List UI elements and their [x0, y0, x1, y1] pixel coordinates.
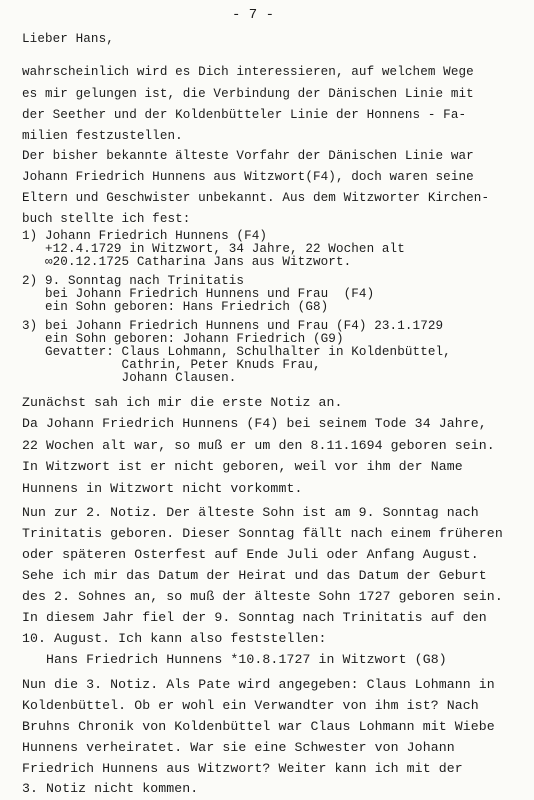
text-line: Bruhns Chronik von Koldenbüttel war Claus Lohmann mit Wiebe	[22, 719, 495, 734]
text-line: Zunächst sah ich mir die erste Notiz an.	[22, 395, 343, 410]
text-line: Sehe ich mir das Datum der Heirat und das Datum der Geburt	[22, 568, 487, 583]
text-line: Nun zur 2. Notiz. Der älteste Sohn ist am 9. Sonntag nach	[22, 505, 479, 520]
highlighted-birth-line: Hans Friedrich Hunnens *10.8.1727 in Witzwort (G8)	[22, 652, 447, 667]
list-item-3-detail: Gevatter: Claus Lohmann, Schulhalter in Koldenbüttel,	[22, 345, 451, 359]
list-item-2-detail: ein Sohn geboren: Hans Friedrich (G8)	[22, 300, 329, 314]
text-line: Hunnens verheiratet. War sie eine Schwester von Johann	[22, 740, 455, 755]
list-item-1: 1) Johann Friedrich Hunnens (F4)	[22, 229, 268, 243]
text-line: wahrscheinlich wird es Dich interessieren, auf welchem Wege	[22, 65, 474, 79]
text-line: Hunnens in Witzwort nicht vorkommt.	[22, 481, 303, 496]
text-line: Koldenbüttel. Ob er wohl ein Verwandter von ihm ist? Nach	[22, 698, 479, 713]
text-line: 10. August. Ich kann also feststellen:	[22, 631, 327, 646]
list-item-1-detail: +12.4.1729 in Witzwort, 34 Jahre, 22 Wochen alt	[22, 242, 405, 256]
text-line: Friedrich Hunnens aus Witzwort? Weiter kann ich mit der	[22, 761, 463, 776]
salutation: Lieber Hans,	[22, 32, 114, 46]
text-line: Da Johann Friedrich Hunnens (F4) bei seinem Tode 34 Jahre,	[22, 416, 487, 431]
text-line: buch stellte ich fest:	[22, 212, 191, 226]
list-item-2-detail: bei Johann Friedrich Hunnens und Frau (F4)	[22, 287, 375, 301]
list-item-3-detail: Cathrin, Peter Knuds Frau,	[22, 358, 321, 372]
text-line: Eltern und Geschwister unbekannt. Aus dem Witzworter Kirchen-	[22, 191, 490, 205]
list-item-2: 2) 9. Sonntag nach Trinitatis	[22, 274, 245, 288]
text-line: Johann Friedrich Hunnens aus Witzwort(F4), doch waren seine	[22, 170, 474, 184]
text-line: 22 Wochen alt war, so muß er um den 8.11.1694 geboren sein.	[22, 438, 495, 453]
text-line: der Seether und der Koldenbütteler Linie der Honnens - Fa-	[22, 108, 467, 122]
text-line: milien festzustellen.	[22, 129, 183, 143]
list-item-1-detail: ∞20.12.1725 Catharina Jans aus Witzwort.	[22, 255, 352, 269]
text-line: Trinitatis geboren. Dieser Sonntag fällt nach einem früheren	[22, 526, 503, 541]
list-item-3: 3) bei Johann Friedrich Hunnens und Frau (F4) 23.1.1729	[22, 319, 444, 333]
list-item-3-detail: ein Sohn geboren: Johann Friedrich (G9)	[22, 332, 344, 346]
text-line: oder späteren Osterfest auf Ende Juli oder Anfang August.	[22, 547, 479, 562]
text-line: In diesem Jahr fiel der 9. Sonntag nach Trinitatis auf den	[22, 610, 487, 625]
text-line: Nun die 3. Notiz. Als Pate wird angegeben: Claus Lohmann in	[22, 677, 495, 692]
text-line: In Witzwort ist er nicht geboren, weil vor ihm der Name	[22, 459, 463, 474]
text-line: des 2. Sohnes an, so muß der älteste Sohn 1727 geboren sein.	[22, 589, 503, 604]
text-line: es mir gelungen ist, die Verbindung der Dänischen Linie mit	[22, 87, 474, 101]
page-number: - 7 -	[232, 7, 275, 23]
text-line: 3. Notiz nicht kommen.	[22, 781, 199, 796]
list-item-3-detail: Johann Clausen.	[22, 371, 237, 385]
text-line: Der bisher bekannte älteste Vorfahr der Dänischen Linie war	[22, 149, 474, 163]
